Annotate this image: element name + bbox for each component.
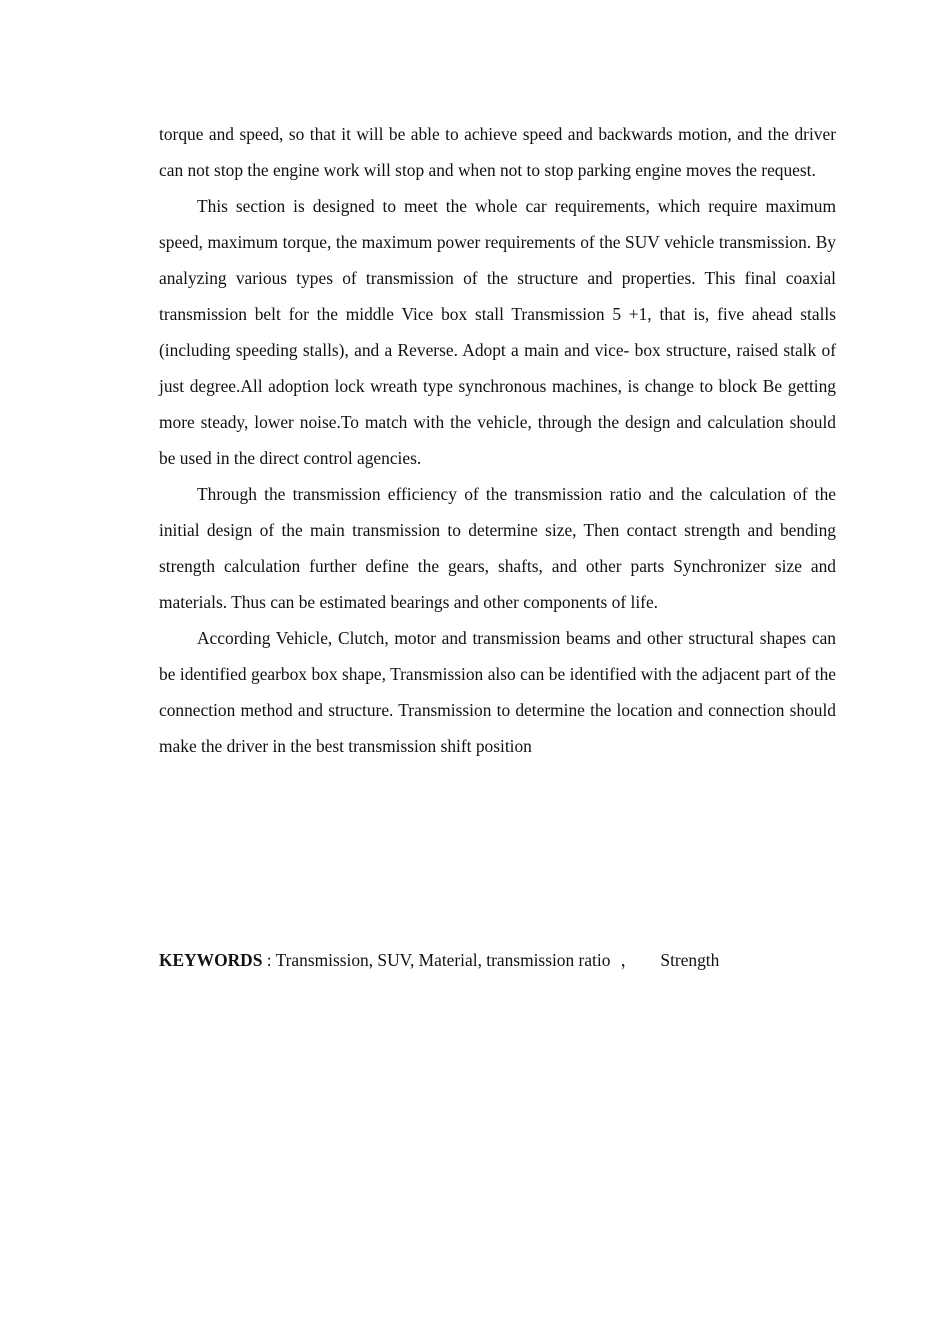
paragraph-continued: torque and speed, so that it will be able to achieve speed and backwards motion, and the driver can not stop the engine work will stop and when not to stop parking engine moves the request. — [159, 124, 836, 180]
keywords-colon: : — [262, 950, 276, 970]
body-text — [159, 116, 836, 764]
paragraph-strength-calculation: Through the transmission efficiency of the transmission ratio and the calculation of the initial design of the main transmission to determine size, Then contact strength and bending strength calculation further define the gears, shafts, and other parts Synchronizer size and materials. Thus can be estimated bearings and other components of life. — [159, 484, 836, 612]
keywords-line — [159, 942, 836, 978]
paragraph-structure-connection: According Vehicle, Clutch, motor and transmission beams and other structural shapes can be identified gearbox box shape, Transmission also can be identified with the adjacent part of the connection method and structure. Transmission to determine the location and connection should make the driver in the best transmission shift position — [159, 628, 836, 756]
keywords-separator: ， — [620, 950, 638, 970]
keywords-last: Strength — [660, 950, 720, 970]
keywords-label: KEYWORDS — [159, 950, 263, 970]
keywords-list: Transmission, SUV, Material, transmission ratio — [275, 950, 611, 970]
paragraph-design-requirements: This section is designed to meet the whole car requirements, which require maximum speed, maximum torque, the maximum power requirements of the SUV vehicle transmission. By analyzing various types of transmission of the structure and properties. This final coaxial transmission belt for the middle Vice box stall Transmission 5 +1, that is, five ahead stalls (including speeding stalls), and a Reverse. Adopt a main and vice- box structure, raised stalk of just degree.All adoption lock wreath type synchronous machines, is change to block Be getting more steady, lower noise.To match with the vehicle, through the design and calculation should be used in the direct control agencies. — [159, 196, 836, 468]
